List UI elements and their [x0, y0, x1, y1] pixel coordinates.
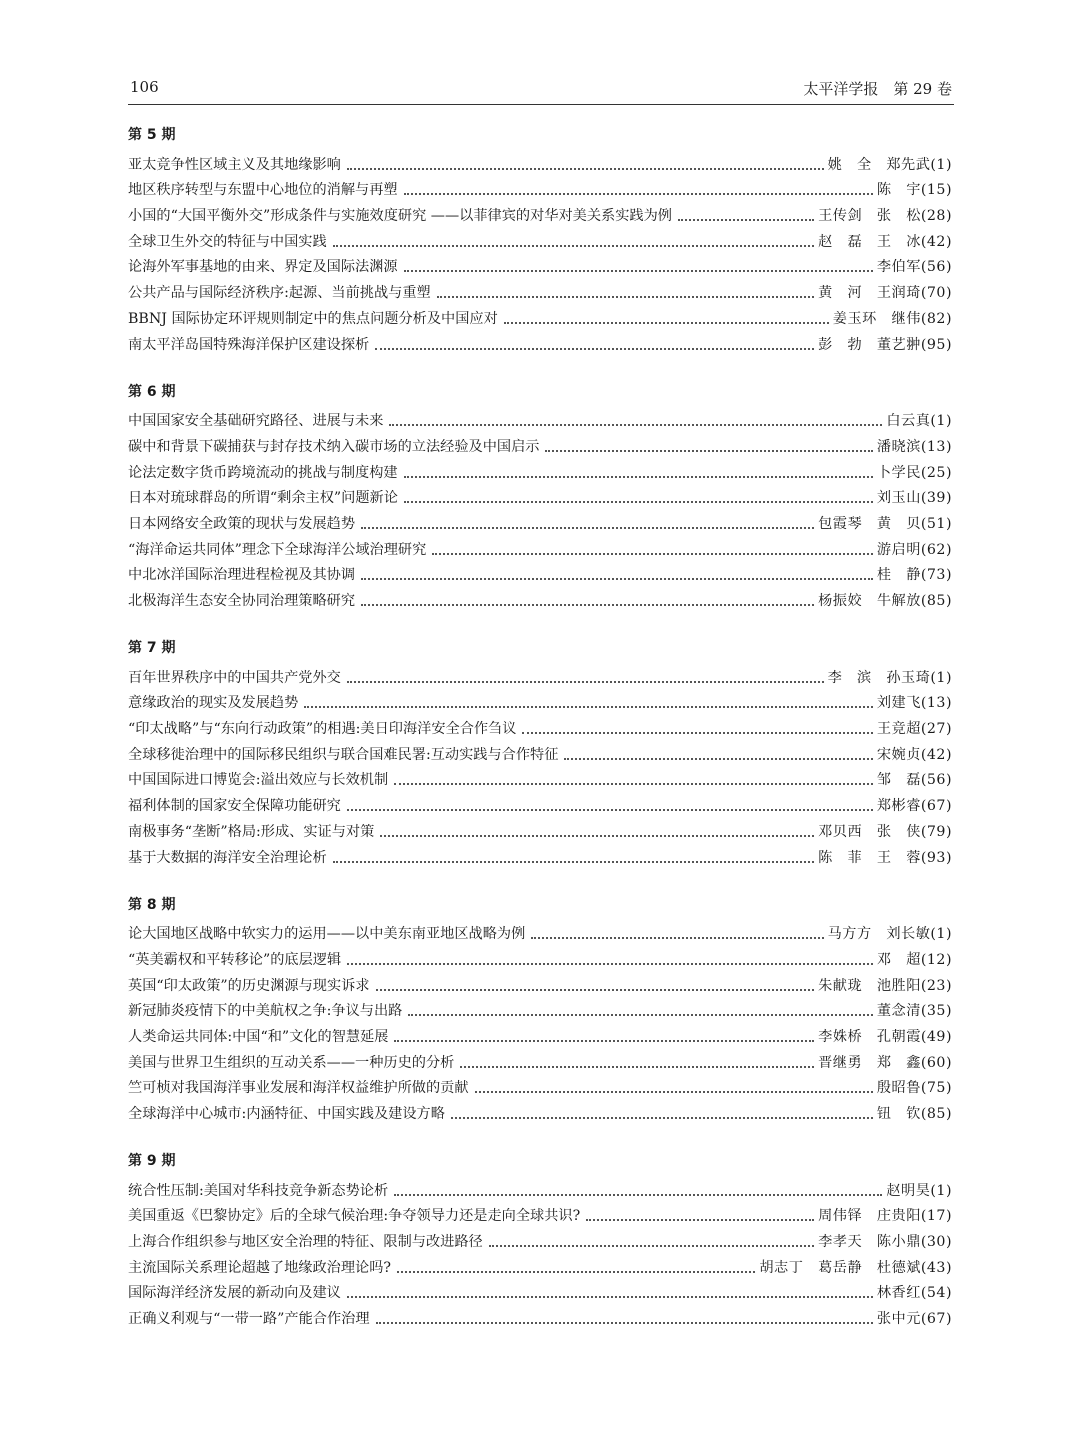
article-title: “印太战略”与“东向行动政策”的相遇:美日印海洋安全合作刍议	[128, 721, 517, 738]
dot-leader	[347, 681, 824, 683]
dot-leader	[361, 527, 814, 529]
dot-leader	[376, 989, 815, 991]
article-author: 卜学民(25)	[876, 464, 952, 481]
article-title: 地区秩序转型与东盟中心地位的消解与再塑	[128, 182, 398, 199]
toc-entry	[128, 1226, 952, 1252]
dot-leader	[394, 783, 873, 785]
dot-leader	[404, 501, 873, 503]
article-author: 殷昭鲁(75)	[876, 1080, 952, 1097]
toc-entry	[128, 1278, 952, 1304]
journal-title: 太平洋学报 第 29 卷	[803, 80, 952, 98]
article-author: 郑彬睿(67)	[876, 798, 952, 815]
article-title: 论海外军事基地的由来、界定及国际法渊源	[128, 259, 398, 276]
issue-section	[128, 1150, 952, 1329]
article-author: 彭 勃 董艺翀(95)	[818, 336, 952, 353]
page-header	[128, 74, 954, 105]
article-title: 意缘政治的现实及发展趋势	[128, 695, 299, 712]
article-author: 钮 钦(85)	[876, 1106, 952, 1122]
article-title: 美国与世界卫生组织的互动关系——一种历史的分析	[128, 1054, 455, 1071]
dot-leader	[394, 1040, 814, 1042]
article-author: 朱献珑 池胜阳(23)	[818, 977, 952, 994]
issue-title: 第 6 期	[128, 383, 176, 400]
toc-entry	[128, 688, 952, 714]
article-author: 赵明昊(1)	[886, 1182, 952, 1199]
dot-leader	[404, 270, 873, 272]
dot-leader	[504, 322, 829, 324]
toc-entry	[128, 329, 952, 355]
issue-title: 第 8 期	[128, 896, 176, 913]
article-title: 上海合作组织参与地区安全治理的特征、限制与改进路径	[128, 1234, 483, 1251]
article-author: 李姝桥 孔朝霞(49)	[818, 1028, 952, 1045]
article-title: 百年世界秩序中的中国共产党外交	[128, 669, 341, 686]
toc-entry	[128, 508, 952, 534]
toc-entry	[128, 175, 952, 201]
dot-leader	[389, 424, 882, 426]
issue-section	[128, 381, 952, 612]
dot-leader	[437, 296, 814, 298]
issue-title: 第 5 期	[128, 127, 176, 143]
dot-leader	[333, 245, 814, 247]
article-title: 北极海洋生态安全协同治理策略研究	[128, 593, 356, 609]
article-author: 赵 磊 王 冰(42)	[818, 233, 952, 250]
article-title: 人类命运共同体:中国“和”文化的智慧延展	[128, 1028, 389, 1045]
dot-leader	[460, 1066, 814, 1068]
article-author: 白云真(1)	[886, 413, 952, 430]
article-title: 主流国际关系理论超越了地缘政治理论吗?	[128, 1259, 391, 1276]
article-author: 李伯军(56)	[876, 259, 952, 276]
toc-entry	[128, 662, 952, 688]
issue-section	[128, 637, 952, 868]
dot-leader	[375, 348, 814, 350]
article-author: 游启明(62)	[876, 541, 952, 558]
article-author: 陈 宇(15)	[876, 182, 952, 199]
article-author: 姚 全 郑先武(1)	[827, 156, 952, 173]
page-number: 106	[130, 78, 159, 96]
article-author: 宋婉贞(42)	[876, 746, 952, 763]
article-title: 公共产品与国际经济秩序:起源、当前挑战与重塑	[128, 285, 431, 302]
article-author: 王传剑 张 松(28)	[818, 208, 952, 225]
article-author: 陈 菲 王 蓉(93)	[818, 849, 952, 866]
dot-leader	[489, 1245, 814, 1247]
toc-entry	[128, 585, 952, 611]
article-title: 全球海洋中心城市:内涵特征、中国实践及建设方略	[128, 1106, 445, 1122]
issue-section	[128, 124, 952, 355]
toc-entry	[128, 226, 952, 252]
article-title: 福利体制的国家安全保障功能研究	[128, 798, 341, 815]
toc-entry	[128, 1252, 952, 1278]
article-author: 胡志丁 葛岳静 杜德斌(43)	[759, 1259, 952, 1276]
article-author: 董念清(35)	[876, 1003, 952, 1020]
article-title: 中北冰洋国际治理进程检视及其协调	[128, 567, 356, 584]
article-title: 基于大数据的海洋安全治理论析	[128, 849, 327, 866]
article-title: 日本对琉球群岛的所谓“剩余主权”问题新论	[128, 490, 398, 507]
article-author: 杨振姣 牛解放(85)	[818, 593, 952, 609]
toc-entry	[128, 534, 952, 560]
article-author: 李 滨 孙玉琦(1)	[827, 669, 952, 686]
article-title: 英国“印太政策”的历史渊源与现实诉求	[128, 977, 370, 994]
toc-entry	[128, 1175, 952, 1201]
toc-entry	[128, 1021, 952, 1047]
toc-entry	[128, 406, 952, 432]
article-author: 邓 超(12)	[876, 951, 952, 968]
article-author: 邹 磊(56)	[876, 772, 952, 789]
toc-entry	[128, 252, 952, 278]
article-title: 日本网络安全政策的现状与发展趋势	[128, 515, 356, 532]
article-author: 邓贝西 张 侠(79)	[818, 823, 952, 840]
article-author: 王竞超(27)	[876, 721, 952, 738]
toc-entry	[128, 944, 952, 970]
article-author: 刘玉山(39)	[876, 490, 952, 507]
toc-entry	[128, 970, 952, 996]
toc-entry	[128, 483, 952, 509]
article-title: 中国国家安全基础研究路径、进展与未来	[128, 413, 384, 430]
dot-leader	[380, 835, 814, 837]
issue-title: 第 7 期	[128, 640, 176, 656]
dot-leader	[531, 937, 823, 939]
dot-leader	[347, 963, 873, 965]
dot-leader	[397, 1271, 755, 1273]
article-title: 统合性压制:美国对华科技竞争新态势论析	[128, 1182, 389, 1199]
dot-leader	[304, 706, 873, 708]
dot-leader	[408, 1014, 872, 1016]
article-title: 美国重返《巴黎协定》后的全球气候治理:争夺领导力还是走向全球共识?	[128, 1208, 581, 1225]
dot-leader	[361, 578, 873, 580]
dot-leader	[361, 604, 814, 606]
article-title: “英美霸权和平转移论”的底层逻辑	[128, 951, 342, 968]
toc-entry	[128, 1098, 952, 1124]
toc-entry	[128, 790, 952, 816]
toc-entry	[128, 560, 952, 586]
article-author: 李孝天 陈小鼎(30)	[818, 1234, 952, 1251]
article-title: 全球卫生外交的特征与中国实践	[128, 233, 327, 250]
issue-section	[128, 894, 952, 1125]
article-title: 国际海洋经济发展的新动向及建议	[128, 1285, 341, 1302]
article-author: 张中元(67)	[876, 1311, 952, 1328]
article-title: 碳中和背景下碳捕获与封存技术纳入碳市场的立法经验及中国启示	[128, 438, 540, 455]
article-author: 潘晓滨(13)	[876, 438, 952, 455]
toc-entry	[128, 277, 952, 303]
dot-leader	[347, 809, 873, 811]
dot-leader	[451, 1117, 873, 1119]
toc-entry	[128, 765, 952, 791]
toc-entry	[128, 457, 952, 483]
toc-entry	[128, 713, 952, 739]
toc-entry	[128, 1047, 952, 1073]
article-author: 晋继勇 郑 鑫(60)	[818, 1054, 952, 1071]
toc-entry	[128, 842, 952, 868]
article-author: 黄 河 王润琦(70)	[818, 285, 952, 302]
toc-entry	[128, 919, 952, 945]
dot-leader	[432, 553, 873, 555]
toc-entry	[128, 1201, 952, 1227]
article-title: 正确义利观与“一带一路”产能合作治理	[128, 1311, 370, 1328]
dot-leader	[545, 450, 872, 452]
dot-leader	[347, 1296, 873, 1298]
article-title: 中国国际进口博览会:溢出效应与长效机制	[128, 772, 389, 789]
article-author: 姜玉环 继伟(82)	[832, 310, 952, 327]
article-author: 桂 静(73)	[876, 567, 952, 584]
dot-leader	[564, 758, 872, 760]
toc-entry	[128, 431, 952, 457]
issue-title: 第 9 期	[128, 1153, 176, 1169]
article-title: 新冠肺炎疫情下的中美航权之争:争议与出路	[128, 1003, 403, 1020]
article-author: 林香红(54)	[876, 1285, 952, 1302]
toc-entry	[128, 739, 952, 765]
article-title: 论大国地区战略中软实力的运用——以中美东南亚地区战略为例	[128, 926, 526, 943]
article-title: 竺可桢对我国海洋事业发展和海洋权益维护所做的贡献	[128, 1080, 469, 1097]
article-author: 马方方 刘长敏(1)	[827, 926, 952, 943]
dot-leader	[333, 861, 814, 863]
dot-leader	[475, 1091, 873, 1093]
article-title: 南太平洋岛国特殊海洋保护区建设探析	[128, 336, 370, 353]
toc-entry	[128, 149, 952, 175]
dot-leader	[376, 1322, 873, 1324]
article-author: 周伟铎 庄贵阳(17)	[818, 1208, 952, 1225]
article-title: 论法定数字货币跨境流动的挑战与制度构建	[128, 464, 398, 481]
toc-entry	[128, 1303, 952, 1329]
toc-entry	[128, 1073, 952, 1099]
article-title: 南极事务“垄断”格局:形成、实证与对策	[128, 823, 375, 840]
toc-entry	[128, 996, 952, 1022]
dot-leader	[404, 476, 873, 478]
article-title: BBNJ 国际协定环评规则制定中的焦点问题分析及中国应对	[128, 310, 498, 327]
toc-entry	[128, 303, 952, 329]
article-title: 亚太竞争性区域主义及其地缘影响	[128, 156, 341, 173]
article-author: 包霞琴 黄 贝(51)	[818, 515, 952, 532]
dot-leader	[347, 168, 824, 170]
table-of-contents	[128, 124, 952, 1355]
article-author: 刘建飞(13)	[876, 695, 952, 712]
dot-leader	[586, 1219, 814, 1221]
article-title: “海洋命运共同体”理念下全球海洋公域治理研究	[128, 541, 427, 558]
dot-leader	[678, 219, 814, 221]
dot-leader	[394, 1194, 882, 1196]
toc-entry	[128, 816, 952, 842]
dot-leader	[522, 732, 872, 734]
article-title: 小国的“大国平衡外交”形成条件与实施效度研究 ——以菲律宾的对华对美关系实践为例	[128, 208, 672, 225]
article-title: 全球移徙治理中的国际移民组织与联合国难民署:互动实践与合作特征	[128, 746, 559, 763]
dot-leader	[404, 193, 873, 195]
toc-entry	[128, 200, 952, 226]
